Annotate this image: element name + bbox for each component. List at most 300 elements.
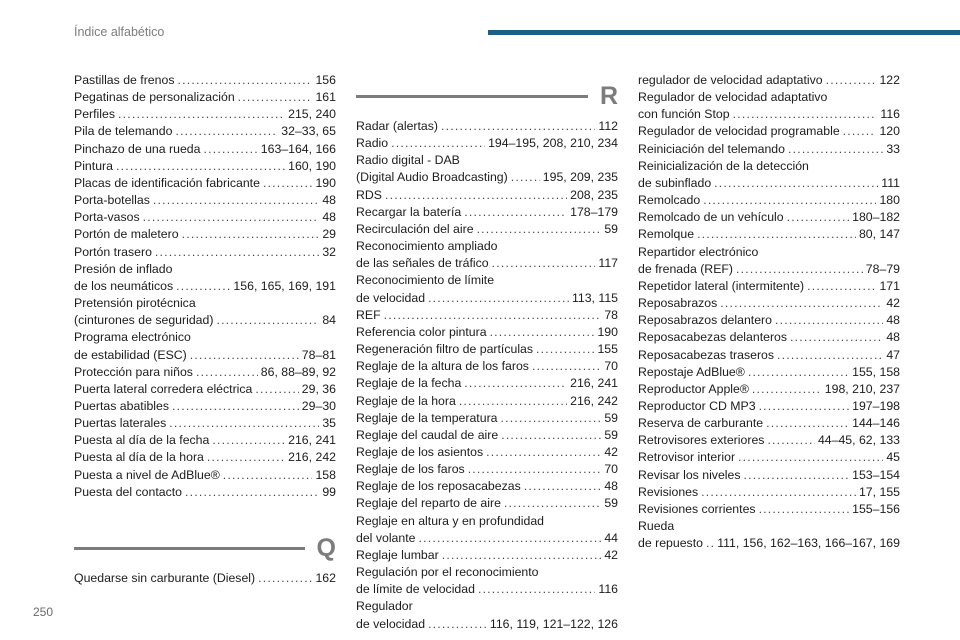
section-rule — [356, 95, 588, 98]
dot-leader — [223, 467, 313, 484]
entry-row — [638, 329, 900, 346]
entry-pages: 197–198 — [852, 398, 900, 413]
entry-term-line: Reinicialización de la detección — [638, 158, 809, 173]
index-entry — [74, 484, 336, 501]
index-entry — [74, 123, 336, 140]
dot-leader — [492, 255, 596, 272]
entry-row — [74, 415, 336, 432]
entry-term: Revisar los niveles — [638, 467, 741, 482]
index-entry — [356, 307, 618, 324]
dot-leader — [428, 290, 569, 307]
index-entry — [638, 518, 900, 552]
entry-term: Perfiles — [74, 107, 116, 122]
index-entry — [638, 89, 900, 123]
entry-pages: 116 — [880, 107, 900, 122]
entry-pages: 112 — [598, 119, 618, 133]
dot-leader — [720, 295, 883, 312]
entry-row — [356, 547, 618, 564]
index-entry — [638, 484, 900, 501]
entry-pages: 45 — [886, 450, 900, 465]
entry-term: Reposacabezas traseros — [638, 347, 775, 362]
entry-term: Quedarse sin carburante (Diesel) — [74, 570, 256, 585]
index-entry — [356, 135, 618, 152]
entry-pages: 48 — [886, 330, 900, 345]
entry-row — [74, 175, 336, 192]
entry-term: Reglaje de la fecha — [356, 376, 462, 391]
entry-term-line: Rueda — [638, 519, 675, 534]
entry-row — [638, 226, 900, 243]
index-entry — [74, 570, 336, 587]
entry-term: Radio — [356, 136, 389, 151]
entry-pages: 42 — [886, 296, 900, 311]
entry-term: Reglaje de la altura de los faros — [356, 359, 529, 374]
entry-row — [74, 192, 336, 209]
dot-leader — [258, 570, 312, 587]
section-letter: R — [599, 82, 618, 110]
entry-row — [356, 169, 618, 186]
index-entry — [356, 118, 618, 135]
entry-row — [638, 347, 900, 364]
entry-row — [356, 444, 618, 461]
entry-pages: 78–81 — [301, 347, 336, 362]
entry-term: Porta-botellas — [74, 193, 150, 208]
entry-pages: 156, 165, 169, 191 — [233, 278, 336, 293]
entry-term: con función Stop — [638, 107, 730, 122]
index-entry — [638, 278, 900, 295]
dot-leader — [714, 175, 878, 192]
entry-list — [74, 72, 336, 501]
entry-term: Remolcado de un vehículo — [638, 210, 784, 225]
index-entry — [356, 547, 618, 564]
dot-leader — [826, 72, 877, 89]
entry-term: Pinchazo de una rueda — [74, 141, 201, 156]
dot-leader — [391, 135, 485, 152]
index-entry — [356, 204, 618, 221]
dot-leader — [172, 398, 299, 415]
entry-row — [638, 141, 900, 158]
entry-term: Recargar la batería — [356, 204, 462, 219]
entry-pages: 44–45, 62, 133 — [817, 433, 900, 448]
index-entry — [74, 141, 336, 158]
entry-row — [356, 221, 618, 238]
index-entry — [74, 261, 336, 295]
entry-pages: 216, 241 — [570, 376, 618, 391]
entry-row — [74, 89, 336, 106]
entry-pages: 180–182 — [852, 210, 900, 225]
dot-leader — [703, 192, 876, 209]
entry-pages: 70 — [604, 359, 618, 374]
entry-pages: 86, 88–89, 92 — [260, 364, 336, 379]
dot-leader — [767, 432, 815, 449]
dot-leader — [459, 393, 567, 410]
dot-leader — [744, 467, 850, 484]
entry-term: Remolque — [638, 227, 695, 242]
index-entry — [74, 226, 336, 243]
entry-term: Recirculación del aire — [356, 221, 474, 236]
entry-row — [356, 427, 618, 444]
entry-list — [356, 118, 618, 633]
dot-leader — [511, 169, 540, 186]
dot-leader — [176, 278, 230, 295]
dot-leader — [478, 581, 595, 598]
index-entry — [74, 209, 336, 226]
dot-leader — [116, 158, 285, 175]
entry-pages: 122 — [879, 73, 900, 87]
entry-row — [356, 461, 618, 478]
entry-pages: 32–33, 65 — [281, 124, 336, 139]
dot-leader — [752, 381, 822, 398]
entry-row — [74, 106, 336, 123]
index-entry — [638, 72, 900, 89]
entry-term: de frenada (REF) — [638, 261, 734, 276]
entry-row — [638, 381, 900, 398]
entry-row — [74, 432, 336, 449]
index-entry — [638, 295, 900, 312]
dot-leader — [182, 226, 320, 243]
entry-row — [638, 192, 900, 209]
entry-row — [356, 307, 618, 324]
entry-row — [638, 72, 900, 89]
entry-term: Regulador de velocidad programable — [638, 124, 840, 139]
entry-pages: 180 — [879, 193, 900, 208]
dot-leader — [190, 347, 299, 364]
dot-leader — [807, 278, 876, 295]
entry-term: Reposabrazos delantero — [638, 313, 772, 328]
entry-term: Reproductor CD MP3 — [638, 398, 756, 413]
index-entry — [638, 398, 900, 415]
entry-term-line: Reglaje en altura y en profundidad — [356, 513, 545, 528]
index-entry — [74, 295, 336, 329]
dot-leader — [787, 209, 850, 226]
entry-term-line: Programa electrónico — [74, 330, 191, 345]
entry-term: Pegatinas de personalización — [74, 90, 235, 105]
entry-row — [74, 226, 336, 243]
page-number: 250 — [33, 605, 54, 619]
index-entry — [74, 364, 336, 381]
entry-pages: 156 — [315, 73, 336, 87]
entry-pages: 195, 209, 235 — [542, 170, 618, 185]
section-rule — [74, 547, 305, 550]
entry-pages: 208, 235 — [570, 187, 618, 202]
entry-pages: 59 — [604, 496, 618, 511]
dot-leader — [706, 535, 714, 552]
index-entry — [74, 72, 336, 89]
index-entry — [74, 244, 336, 261]
index-entry — [356, 410, 618, 427]
entry-pages: 190 — [597, 324, 618, 339]
section-title: Índice alfabético — [74, 25, 165, 39]
entry-term: Reproductor Apple® — [638, 381, 749, 396]
entry-term: de velocidad — [356, 290, 426, 305]
dot-leader — [428, 616, 487, 633]
entry-pages: 48 — [886, 313, 900, 328]
dot-leader — [212, 432, 285, 449]
entry-row — [74, 398, 336, 415]
entry-row — [356, 616, 618, 633]
dot-leader — [263, 175, 313, 192]
entry-term-line: Presión de inflado — [74, 261, 173, 276]
entry-pages: 35 — [322, 416, 336, 431]
dot-leader — [185, 484, 319, 501]
entry-row — [74, 278, 336, 295]
entry-term: Reglaje del caudal de aire — [356, 427, 499, 442]
entry-pages: 42 — [604, 444, 618, 459]
entry-term: Reposabrazos — [638, 296, 718, 311]
dot-leader — [759, 501, 850, 518]
entry-row — [638, 467, 900, 484]
dot-leader — [748, 364, 849, 381]
entry-term: (Digital Audio Broadcasting) — [356, 170, 508, 185]
entry-pages: 99 — [322, 484, 336, 499]
entry-row — [74, 141, 336, 158]
entry-term: Puesta del contacto — [74, 484, 183, 499]
entry-pages: 48 — [322, 210, 336, 225]
entry-pages: 153–154 — [852, 467, 900, 482]
entry-term: Retrovisores exteriores — [638, 433, 765, 448]
entry-row — [74, 364, 336, 381]
entry-pages: 111 — [881, 175, 900, 190]
entry-row — [638, 484, 900, 501]
entry-pages: 78 — [604, 307, 618, 322]
entry-pages: 155, 158 — [852, 364, 900, 379]
dot-leader — [788, 141, 883, 158]
entry-pages: 59 — [604, 427, 618, 442]
entry-term: Reglaje de la temperatura — [356, 410, 498, 425]
entry-row — [356, 204, 618, 221]
index-entry — [638, 192, 900, 209]
entry-pages: 162 — [315, 570, 336, 585]
entry-pages: 48 — [322, 193, 336, 208]
dot-leader — [238, 89, 313, 106]
entry-term: Pila de telemando — [74, 124, 173, 139]
entry-term: de estabilidad (ESC) — [74, 347, 187, 362]
index-entry — [356, 221, 618, 238]
index-entry — [638, 415, 900, 432]
entry-term: de límite de velocidad — [356, 582, 475, 597]
entry-pages: 80, 147 — [858, 227, 900, 242]
dot-leader — [464, 204, 567, 221]
index-entry — [638, 141, 900, 158]
entry-term: Repostaje AdBlue® — [638, 364, 745, 379]
index-entry — [74, 329, 336, 363]
index-entry — [356, 375, 618, 392]
index-entry — [638, 501, 900, 518]
dot-leader — [177, 72, 312, 89]
dot-leader — [169, 415, 319, 432]
dot-leader — [442, 547, 602, 564]
entry-row — [74, 484, 336, 501]
dot-leader — [733, 106, 878, 123]
entry-row — [638, 123, 900, 140]
entry-pages: 84 — [322, 313, 336, 328]
entry-row — [356, 118, 618, 135]
entry-list — [638, 72, 900, 552]
index-entry — [638, 347, 900, 364]
entry-term: Revisiones corrientes — [638, 501, 756, 516]
index-column-3 — [638, 72, 900, 552]
entry-row — [638, 209, 900, 226]
dot-leader — [143, 209, 320, 226]
dot-leader — [843, 123, 877, 140]
entry-pages: 59 — [604, 221, 618, 236]
entry-term: de velocidad — [356, 616, 426, 631]
entry-row — [638, 535, 900, 552]
entry-term: Reiniciación del telemando — [638, 141, 785, 156]
entry-pages: 190 — [315, 175, 336, 190]
index-entry — [356, 152, 618, 186]
entry-term: Reserva de carburante — [638, 416, 764, 431]
entry-pages: 216, 241 — [288, 433, 336, 448]
entry-pages: 117 — [598, 256, 618, 271]
entry-row — [74, 467, 336, 484]
index-column-2 — [356, 80, 618, 633]
index-entry — [356, 495, 618, 512]
entry-term: Puertas laterales — [74, 416, 167, 431]
entry-term-line: Radio digital - DAB — [356, 153, 460, 168]
entry-pages: 78–79 — [865, 261, 900, 276]
entry-row — [356, 341, 618, 358]
index-entry — [356, 478, 618, 495]
entry-pages: 120 — [879, 124, 900, 139]
entry-pages: 216, 242 — [288, 450, 336, 465]
index-entry — [74, 192, 336, 209]
entry-row — [356, 358, 618, 375]
index-entry — [356, 393, 618, 410]
index-entry — [356, 564, 618, 598]
entry-row — [74, 312, 336, 329]
entry-row — [356, 581, 618, 598]
entry-pages: 47 — [886, 347, 900, 362]
dot-leader — [196, 364, 258, 381]
entry-term: Repetidor lateral (intermitente) — [638, 278, 805, 293]
dot-leader — [790, 329, 883, 346]
dot-leader — [738, 449, 883, 466]
entry-term: Portón de maletero — [74, 227, 179, 242]
entry-pages: 198, 210, 237 — [824, 381, 900, 396]
entry-term: (cinturones de seguridad) — [74, 313, 214, 328]
entry-term-line: Regulación por el reconocimiento — [356, 565, 539, 580]
dot-leader — [384, 307, 602, 324]
entry-term-line: Regulador — [356, 599, 413, 614]
entry-term: Reglaje del reparto de aire — [356, 496, 501, 511]
entry-pages: 111, 156, 162–163, 166–167, 169 — [717, 536, 900, 551]
dot-leader — [441, 118, 595, 135]
entry-term: Puesta al día de la fecha — [74, 433, 210, 448]
entry-pages: 29 — [322, 227, 336, 242]
entry-row — [638, 278, 900, 295]
index-entry — [638, 449, 900, 466]
dot-leader — [155, 244, 319, 261]
dot-leader — [207, 449, 285, 466]
entry-row — [74, 123, 336, 140]
entry-row — [74, 72, 336, 89]
entry-row — [74, 158, 336, 175]
entry-row — [74, 347, 336, 364]
entry-row — [74, 449, 336, 466]
entry-term: Pastillas de frenos — [74, 73, 175, 87]
entry-pages: 160, 190 — [288, 158, 336, 173]
index-entry — [638, 329, 900, 346]
dot-leader — [175, 123, 278, 140]
entry-pages: 113, 115 — [571, 290, 618, 305]
index-entry — [638, 381, 900, 398]
dot-leader — [477, 221, 602, 238]
dot-leader — [501, 410, 602, 427]
entry-row — [74, 244, 336, 261]
entry-row — [638, 364, 900, 381]
entry-row — [356, 375, 618, 392]
entry-row — [74, 570, 336, 587]
entry-term-line: Regulador de velocidad adaptativo — [638, 90, 828, 105]
entry-term: de repuesto — [638, 536, 703, 551]
dot-leader — [775, 312, 883, 329]
entry-term: Referencia color pintura — [356, 324, 487, 339]
entry-term: Puerta lateral corredera eléctrica — [74, 381, 253, 396]
dot-leader — [697, 226, 856, 243]
section-heading-r — [356, 80, 618, 110]
index-entry — [74, 467, 336, 484]
index-entry — [356, 238, 618, 272]
entry-term: Reglaje de los reposacabezas — [356, 479, 521, 494]
index-entry — [74, 175, 336, 192]
entry-row — [638, 106, 900, 123]
index-entry — [638, 467, 900, 484]
dot-leader — [504, 495, 601, 512]
index-entry — [356, 444, 618, 461]
entry-term: Reglaje de los faros — [356, 462, 465, 477]
index-entry — [356, 324, 618, 341]
entry-row — [74, 381, 336, 398]
dot-leader — [777, 347, 883, 364]
entry-row — [356, 410, 618, 427]
entry-term-line: Repartidor electrónico — [638, 244, 759, 259]
index-column-1 — [74, 72, 336, 587]
entry-term: REF — [356, 307, 381, 322]
entry-pages: 59 — [604, 410, 618, 425]
entry-term: RDS — [356, 187, 382, 202]
entry-pages: 116, 119, 121–122, 126 — [489, 616, 618, 631]
dot-leader — [468, 461, 602, 478]
index-entry — [638, 226, 900, 243]
entry-row — [638, 398, 900, 415]
entry-pages: 42 — [604, 547, 618, 562]
index-entry — [638, 158, 900, 192]
entry-pages: 29–30 — [301, 398, 336, 413]
entry-pages: 17, 155 — [858, 484, 900, 499]
entry-term: Revisiones — [638, 484, 699, 499]
dot-leader — [532, 358, 601, 375]
entry-row — [638, 501, 900, 518]
dot-leader — [464, 375, 567, 392]
entry-term: de los neumáticos — [74, 278, 174, 293]
entry-pages: 194–195, 208, 210, 234 — [488, 136, 618, 151]
entry-row — [638, 175, 900, 192]
index-entry — [74, 449, 336, 466]
entry-row — [638, 432, 900, 449]
entry-pages: 116 — [598, 582, 618, 597]
entry-pages: 155 — [597, 342, 618, 357]
section-heading-q — [74, 532, 336, 562]
dot-leader — [501, 427, 601, 444]
dot-leader — [701, 484, 856, 501]
index-entry — [74, 398, 336, 415]
index-entry — [356, 358, 618, 375]
index-entry — [638, 312, 900, 329]
entry-list — [74, 570, 336, 587]
dot-leader — [759, 398, 850, 415]
entry-term: Regeneración filtro de partículas — [356, 342, 534, 357]
entry-row — [356, 324, 618, 341]
